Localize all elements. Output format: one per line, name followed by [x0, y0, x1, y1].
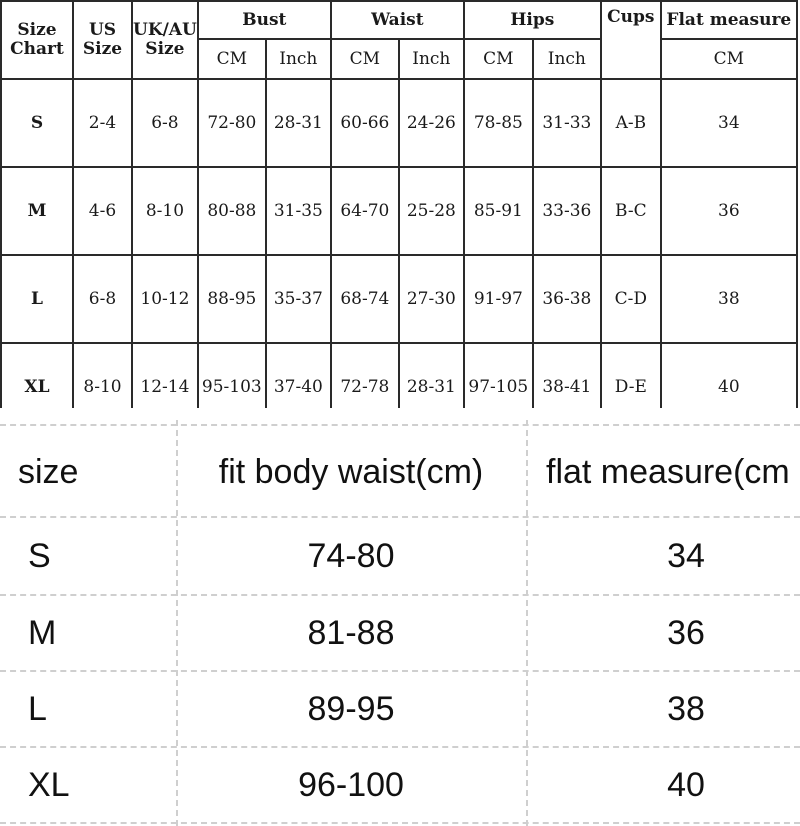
- row-bust-inch: 31-35: [266, 167, 331, 255]
- grid-line: [0, 822, 800, 824]
- header-ukau-size: UK/AU Size: [132, 1, 198, 79]
- header-flat-cm: CM: [661, 39, 797, 79]
- row-us: 2-4: [73, 79, 132, 167]
- row-ukau: 12-14: [132, 343, 198, 408]
- row-waist-inch: 25-28: [399, 167, 464, 255]
- simple-row-waist: 74-80: [307, 536, 395, 575]
- simple-row-size: XL: [28, 765, 70, 804]
- row-hips-inch: 33-36: [533, 167, 601, 255]
- row-waist-inch: 24-26: [399, 79, 464, 167]
- header-hips: Hips: [464, 1, 601, 39]
- row-us: 6-8: [73, 255, 132, 343]
- row-ukau: 6-8: [132, 79, 198, 167]
- header-size-chart: Size Chart: [1, 1, 73, 79]
- simple-row-flat: 36: [667, 613, 705, 652]
- row-flat: 36: [661, 167, 797, 255]
- list-item: [0, 672, 800, 746]
- row-bust-cm: 80-88: [198, 167, 266, 255]
- header-fit-body-waist: fit body waist(cm): [218, 452, 484, 491]
- row-waist-inch: 27-30: [399, 255, 464, 343]
- row-bust-cm: 95-103: [198, 343, 266, 408]
- row-us: 4-6: [73, 167, 132, 255]
- row-bust-cm: 72-80: [198, 79, 266, 167]
- simple-row-waist: 96-100: [298, 765, 404, 804]
- row-hips-cm: 78-85: [464, 79, 533, 167]
- header-cups: Cups: [601, 1, 661, 79]
- header-waist-inch: Inch: [399, 39, 464, 79]
- size-chart-simple: [0, 420, 800, 826]
- header-bust: Bust: [198, 1, 331, 39]
- row-hips-cm: 97-105: [464, 343, 533, 408]
- row-us: 8-10: [73, 343, 132, 408]
- row-ukau: 8-10: [132, 167, 198, 255]
- header-flat-measure: Flat measure: [661, 1, 797, 39]
- header-waist: Waist: [331, 1, 464, 39]
- header-bust-cm: CM: [198, 39, 266, 79]
- grid-line: [0, 424, 800, 426]
- row-size: S: [1, 79, 73, 167]
- simple-row-waist: 89-95: [307, 689, 395, 728]
- row-flat: 40: [661, 343, 797, 408]
- row-size: M: [1, 167, 73, 255]
- header-us-size: US Size: [73, 1, 132, 79]
- table-row: [1, 79, 797, 167]
- table-row: [1, 167, 797, 255]
- list-item: [0, 596, 800, 670]
- header-waist-cm: CM: [331, 39, 399, 79]
- row-hips-inch: 36-38: [533, 255, 601, 343]
- table-row: [1, 255, 797, 343]
- simple-row-waist: 81-88: [307, 613, 395, 652]
- row-flat: 34: [661, 79, 797, 167]
- section-divider: [0, 408, 800, 420]
- simple-row-flat: 40: [667, 765, 705, 804]
- row-bust-inch: 28-31: [266, 79, 331, 167]
- row-size: L: [1, 255, 73, 343]
- list-item: [0, 748, 800, 822]
- row-bust-inch: 35-37: [266, 255, 331, 343]
- row-size: XL: [1, 343, 73, 408]
- row-cups: D-E: [601, 343, 661, 408]
- header-size: size: [18, 452, 79, 491]
- header-row-1: [1, 1, 797, 39]
- row-hips-inch: 31-33: [533, 79, 601, 167]
- table-row: [1, 343, 797, 408]
- list-item: [0, 518, 800, 594]
- row-waist-cm: 72-78: [331, 343, 399, 408]
- row-waist-inch: 28-31: [399, 343, 464, 408]
- header-hips-cm: CM: [464, 39, 533, 79]
- row-cups: A-B: [601, 79, 661, 167]
- simple-row-size: L: [28, 689, 47, 728]
- header-bust-inch: Inch: [266, 39, 331, 79]
- row-waist-cm: 64-70: [331, 167, 399, 255]
- row-ukau: 10-12: [132, 255, 198, 343]
- header-flat-measure: flat measure(cm: [546, 452, 790, 491]
- simple-row-size: S: [28, 536, 51, 575]
- row-hips-cm: 85-91: [464, 167, 533, 255]
- simple-row-flat: 38: [667, 689, 705, 728]
- header-hips-inch: Inch: [533, 39, 601, 79]
- row-bust-cm: 88-95: [198, 255, 266, 343]
- row-flat: 38: [661, 255, 797, 343]
- size-chart-detailed: [0, 0, 800, 408]
- row-hips-inch: 38-41: [533, 343, 601, 408]
- row-cups: B-C: [601, 167, 661, 255]
- row-hips-cm: 91-97: [464, 255, 533, 343]
- simple-header-row: [0, 428, 800, 516]
- simple-row-size: M: [28, 613, 57, 652]
- row-cups: C-D: [601, 255, 661, 343]
- row-waist-cm: 68-74: [331, 255, 399, 343]
- size-chart-table: [0, 0, 798, 408]
- simple-row-flat: 34: [667, 536, 705, 575]
- row-bust-inch: 37-40: [266, 343, 331, 408]
- row-waist-cm: 60-66: [331, 79, 399, 167]
